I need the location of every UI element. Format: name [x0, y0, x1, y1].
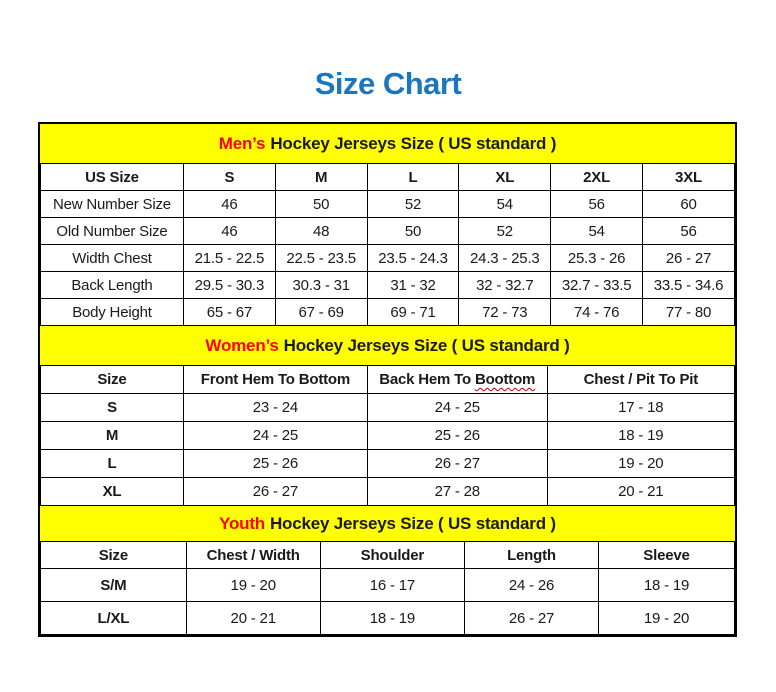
- table-row-new-number-size: [41, 191, 735, 218]
- cell: 26 - 27: [183, 478, 367, 506]
- cell: 25 - 26: [367, 422, 547, 450]
- womens-size-table: [40, 365, 735, 506]
- cell: 54: [551, 218, 643, 245]
- womens-col-chest-pit: Chest / Pit To Pit: [547, 366, 734, 394]
- table-row-womens-m: [41, 422, 735, 450]
- back-hem-misspelled-word: Boottom: [474, 371, 536, 388]
- row-label: New Number Size: [41, 191, 184, 218]
- row-label: XL: [41, 478, 184, 506]
- youth-col-length: Length: [465, 542, 599, 569]
- table-row-womens-l: [41, 450, 735, 478]
- cell: 72 - 73: [459, 299, 551, 326]
- row-label: S: [41, 394, 184, 422]
- womens-col-front-hem: Front Hem To Bottom: [183, 366, 367, 394]
- row-label: L: [41, 450, 184, 478]
- row-label: L/XL: [41, 602, 187, 635]
- cell: 24 - 25: [183, 422, 367, 450]
- table-row-width-chest: [41, 245, 735, 272]
- cell: 77 - 80: [643, 299, 735, 326]
- row-label: Body Height: [41, 299, 184, 326]
- cell: 21.5 - 22.5: [183, 245, 275, 272]
- cell: 56: [551, 191, 643, 218]
- mens-col-m: M: [275, 164, 367, 191]
- womens-caption-text: Hockey Jerseys Size ( US standard ): [283, 335, 570, 355]
- table-row-womens-xl: [41, 478, 735, 506]
- youth-col-sleeve: Sleeve: [598, 542, 734, 569]
- cell: 16 - 17: [320, 569, 464, 602]
- cell: 25.3 - 26: [551, 245, 643, 272]
- cell: 18 - 19: [598, 569, 734, 602]
- youth-col-chest-width: Chest / Width: [186, 542, 320, 569]
- youth-caption-text: Hockey Jerseys Size ( US standard ): [269, 513, 556, 533]
- mens-col-l: L: [367, 164, 459, 191]
- cell: 19 - 20: [547, 450, 734, 478]
- cell: 54: [459, 191, 551, 218]
- youth-header-row: [41, 542, 735, 569]
- cell: 25 - 26: [183, 450, 367, 478]
- cell: 17 - 18: [547, 394, 734, 422]
- cell: 20 - 21: [186, 602, 320, 635]
- cell: 60: [643, 191, 735, 218]
- mens-header-row: [41, 164, 735, 191]
- cell: 26 - 27: [367, 450, 547, 478]
- cell: 50: [367, 218, 459, 245]
- mens-col-s: S: [183, 164, 275, 191]
- mens-col-3xl: 3XL: [643, 164, 735, 191]
- cell: 33.5 - 34.6: [643, 272, 735, 299]
- row-label: Width Chest: [41, 245, 184, 272]
- cell: 67 - 69: [275, 299, 367, 326]
- mens-col-2xl: 2XL: [551, 164, 643, 191]
- table-row-old-number-size: [41, 218, 735, 245]
- mens-caption-text: Hockey Jerseys Size ( US standard ): [270, 133, 557, 153]
- back-hem-prefix: Back Hem To: [379, 371, 475, 388]
- youth-size-table: [40, 541, 735, 635]
- womens-section-caption: [40, 326, 735, 365]
- cell: 29.5 - 30.3: [183, 272, 275, 299]
- page-title: Size Chart: [314, 66, 462, 101]
- cell: 27 - 28: [367, 478, 547, 506]
- cell: 24.3 - 25.3: [459, 245, 551, 272]
- table-row-body-height: [41, 299, 735, 326]
- cell: 24 - 25: [367, 394, 547, 422]
- mens-col-us-size: US Size: [41, 164, 184, 191]
- cell: 48: [275, 218, 367, 245]
- cell: 32.7 - 33.5: [551, 272, 643, 299]
- cell: 18 - 19: [320, 602, 464, 635]
- cell: 52: [459, 218, 551, 245]
- cell: 69 - 71: [367, 299, 459, 326]
- mens-section-caption: [40, 124, 735, 163]
- cell: 19 - 20: [598, 602, 734, 635]
- size-chart-tables: [38, 122, 737, 637]
- youth-section-caption: [40, 506, 735, 541]
- cell: 26 - 27: [643, 245, 735, 272]
- table-row-youth-lxl: [41, 602, 735, 635]
- mens-col-xl: XL: [459, 164, 551, 191]
- table-row-youth-sm: [41, 569, 735, 602]
- youth-col-shoulder: Shoulder: [320, 542, 464, 569]
- cell: 26 - 27: [465, 602, 599, 635]
- mens-size-table: [40, 163, 735, 326]
- cell: 56: [643, 218, 735, 245]
- cell: 23 - 24: [183, 394, 367, 422]
- womens-caption-highlight: Women’s: [205, 335, 279, 355]
- cell: 18 - 19: [547, 422, 734, 450]
- youth-col-size: Size: [41, 542, 187, 569]
- cell: 46: [183, 218, 275, 245]
- womens-col-size: Size: [41, 366, 184, 394]
- row-label: M: [41, 422, 184, 450]
- cell: 19 - 20: [186, 569, 320, 602]
- cell: 52: [367, 191, 459, 218]
- cell: 24 - 26: [465, 569, 599, 602]
- cell: 23.5 - 24.3: [367, 245, 459, 272]
- cell: 32 - 32.7: [459, 272, 551, 299]
- cell: 20 - 21: [547, 478, 734, 506]
- table-row-back-length: [41, 272, 735, 299]
- womens-header-row: [41, 366, 735, 394]
- table-row-womens-s: [41, 394, 735, 422]
- cell: 46: [183, 191, 275, 218]
- row-label: Old Number Size: [41, 218, 184, 245]
- mens-caption-highlight: Men’s: [218, 133, 266, 153]
- cell: 65 - 67: [183, 299, 275, 326]
- youth-caption-highlight: Youth: [219, 513, 265, 533]
- cell: 74 - 76: [551, 299, 643, 326]
- womens-col-back-hem: [367, 366, 547, 394]
- cell: 50: [275, 191, 367, 218]
- cell: 31 - 32: [367, 272, 459, 299]
- row-label: S/M: [41, 569, 187, 602]
- row-label: Back Length: [41, 272, 184, 299]
- cell: 22.5 - 23.5: [275, 245, 367, 272]
- cell: 30.3 - 31: [275, 272, 367, 299]
